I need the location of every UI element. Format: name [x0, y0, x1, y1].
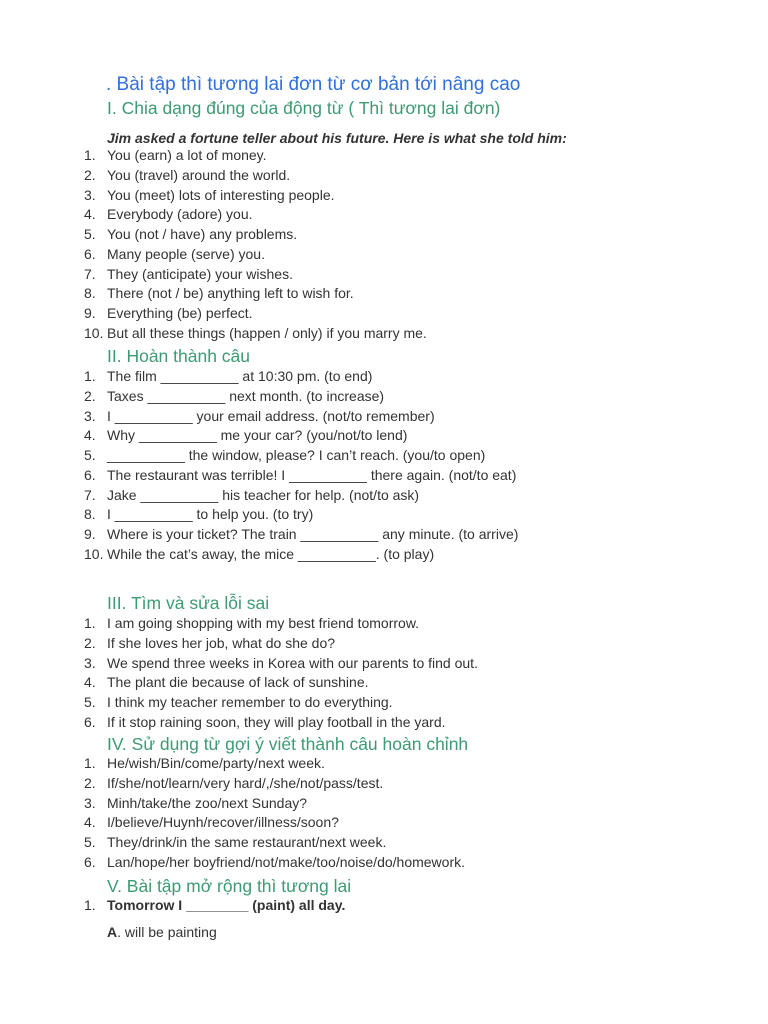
option-text: . will be painting [117, 924, 217, 940]
item-text: I think my teacher remember to do everything. [107, 694, 393, 710]
item-number: 10. [84, 545, 104, 562]
item-number: 4. [84, 674, 96, 691]
item-text: Everybody (adore) you. [107, 206, 253, 223]
item-text: He/wish/Bin/come/party/next week. [107, 755, 325, 771]
item-text: While the cat’s away, the mice __________. (to play) [107, 545, 435, 562]
answer-option-a [107, 924, 217, 940]
item-text: Why __________ me your car? (you/not/to lend) [107, 427, 408, 444]
item-number: 2. [84, 774, 96, 791]
item-number: 1. [84, 368, 96, 384]
item-number: 6. [84, 713, 96, 730]
item-text: The film __________ at 10:30 pm. (to end) [107, 368, 373, 384]
item-text: The restaurant was terrible! I __________ there again. (not/to eat) [107, 466, 517, 483]
item-number: 1. [84, 755, 96, 771]
option-letter: A [107, 924, 118, 940]
item-number: 3. [84, 186, 96, 203]
item-number: 9. [84, 526, 96, 542]
section-heading-4: IV. Sử dụng từ gợi ý viết thành câu hoàn chỉnh [107, 734, 469, 754]
item-text: __________ the window, please? I can’t reach. (you/to open) [107, 447, 486, 463]
item-number: 5. [84, 694, 96, 710]
item-text: Lan/hope/her boyfriend/not/make/too/noise/do/homework. [107, 853, 466, 870]
item-number: 6. [84, 853, 96, 870]
item-number: 5. [84, 226, 96, 242]
item-text: Where is your ticket? The train __________ any minute. (to arrive) [107, 526, 519, 542]
item-text: You (meet) lots of interesting people. [107, 186, 335, 203]
section-heading-3: III. Tìm và sửa lỗi sai [107, 593, 270, 613]
item-text: Everything (be) perfect. [107, 305, 253, 321]
item-number: 1. [84, 897, 96, 913]
page-title: . Bài tập thì tương lai đơn từ cơ bản tới nâng cao [106, 74, 521, 95]
item-text: The plant die because of lack of sunshine. [107, 674, 369, 691]
item-text: They/drink/in the same restaurant/next week. [107, 834, 387, 850]
item-text: Taxes __________ next month. (to increase) [107, 387, 385, 404]
item-number: 3. [84, 407, 96, 424]
item-number: 7. [84, 486, 96, 503]
item-number: 1. [84, 615, 96, 631]
item-text: If it stop raining soon, they will play football in the yard. [107, 713, 446, 730]
item-number: 2. [84, 387, 96, 404]
item-text: I am going shopping with my best friend tomorrow. [107, 615, 420, 631]
item-number: 1. [84, 147, 96, 163]
item-number: 5. [84, 447, 96, 463]
item-text: You (travel) around the world. [107, 166, 291, 183]
item-text: Jake __________ his teacher for help. (not/to ask) [107, 486, 420, 503]
item-number: 5. [84, 834, 96, 850]
item-text: But all these things (happen / only) if you marry me. [107, 324, 427, 341]
section-1-intro: Jim asked a fortune teller about his future. Here is what she told him: [107, 130, 567, 146]
item-number: 9. [84, 305, 96, 321]
item-number: 8. [84, 506, 96, 523]
item-number: 3. [84, 654, 96, 671]
item-number: 3. [84, 794, 96, 811]
item-text: If she loves her job, what do she do? [107, 634, 336, 651]
item-number: 2. [84, 634, 96, 651]
item-text: There (not / be) anything left to wish for. [107, 285, 354, 302]
item-number: 7. [84, 265, 96, 282]
item-text: If/she/not/learn/very hard/,/she/not/pass/test. [107, 774, 384, 791]
item-number: 6. [84, 466, 96, 483]
item-number: 4. [84, 206, 96, 223]
item-number: 2. [84, 166, 96, 183]
item-text: They (anticipate) your wishes. [107, 265, 293, 282]
item-text: I/believe/Huynh/recover/illness/soon? [107, 814, 339, 831]
item-text: I __________ your email address. (not/to remember) [107, 407, 435, 424]
item-text: Tomorrow I ________ (paint) all day. [107, 897, 346, 913]
item-number: 10. [84, 324, 104, 341]
item-number: 8. [84, 285, 96, 302]
item-number: 6. [84, 245, 96, 262]
item-text: You (not / have) any problems. [107, 226, 298, 242]
section-heading-2: II. Hoàn thành câu [107, 346, 251, 366]
item-number: 4. [84, 814, 96, 831]
item-text: Many people (serve) you. [107, 245, 265, 262]
item-text: Minh/take/the zoo/next Sunday? [107, 794, 308, 811]
item-text: You (earn) a lot of money. [107, 147, 267, 163]
item-text: I __________ to help you. (to try) [107, 506, 314, 523]
item-text: We spend three weeks in Korea with our parents to find out. [107, 654, 478, 671]
item-number: 4. [84, 427, 96, 444]
section-heading-1: I. Chia dạng đúng của động từ ( Thì tương lai đơn) [107, 98, 501, 118]
section-heading-5: V. Bài tập mở rộng thì tương lai [107, 876, 352, 896]
